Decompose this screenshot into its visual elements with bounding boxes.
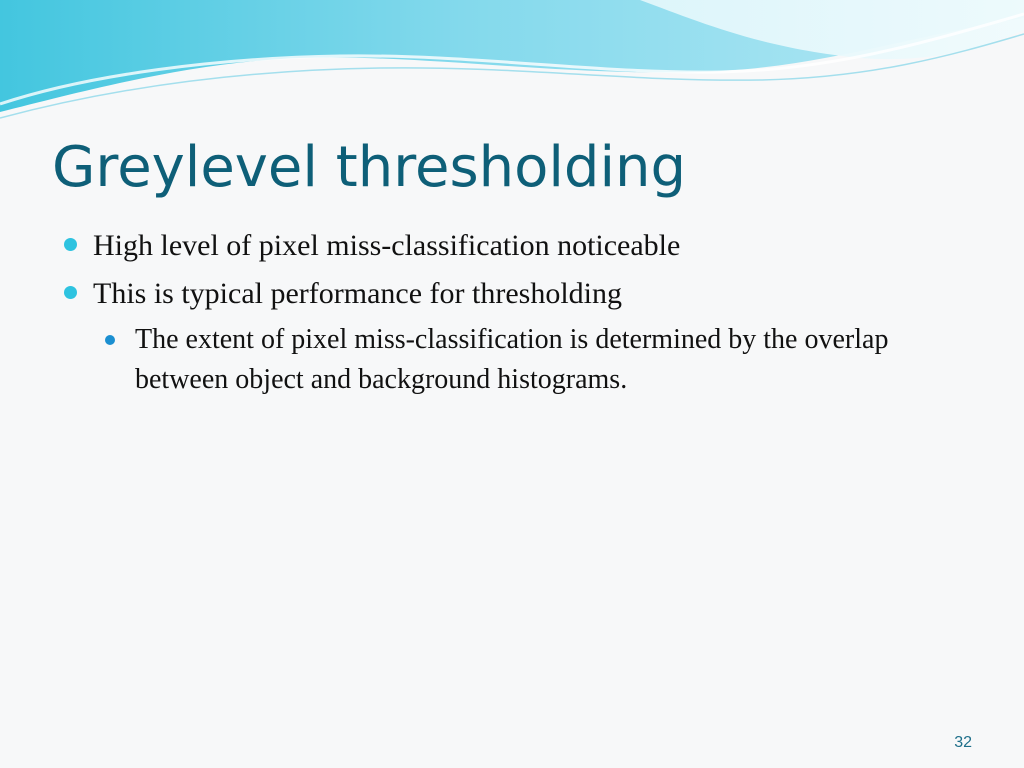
bullet-item <box>60 222 960 270</box>
bullet-text: High level of pixel miss-classification noticeable <box>93 229 681 262</box>
slide-title: Greylevel thresholding <box>52 135 687 200</box>
page-number: 32 <box>954 734 972 751</box>
sub-bullet-dot-icon <box>105 335 115 345</box>
bullet-list <box>60 222 960 400</box>
sub-bullet-list <box>93 320 960 400</box>
bullet-text: This is typical performance for thresholding <box>93 277 623 310</box>
bullet-dot-icon <box>64 286 77 299</box>
sub-bullet-text: The extent of pixel miss-classification is determined by the overlap between object and background histograms. <box>135 324 889 395</box>
header-wave-decoration <box>0 0 1024 130</box>
bullet-dot-icon <box>64 238 77 251</box>
bullet-item <box>60 270 960 400</box>
sub-bullet-item <box>93 320 975 400</box>
